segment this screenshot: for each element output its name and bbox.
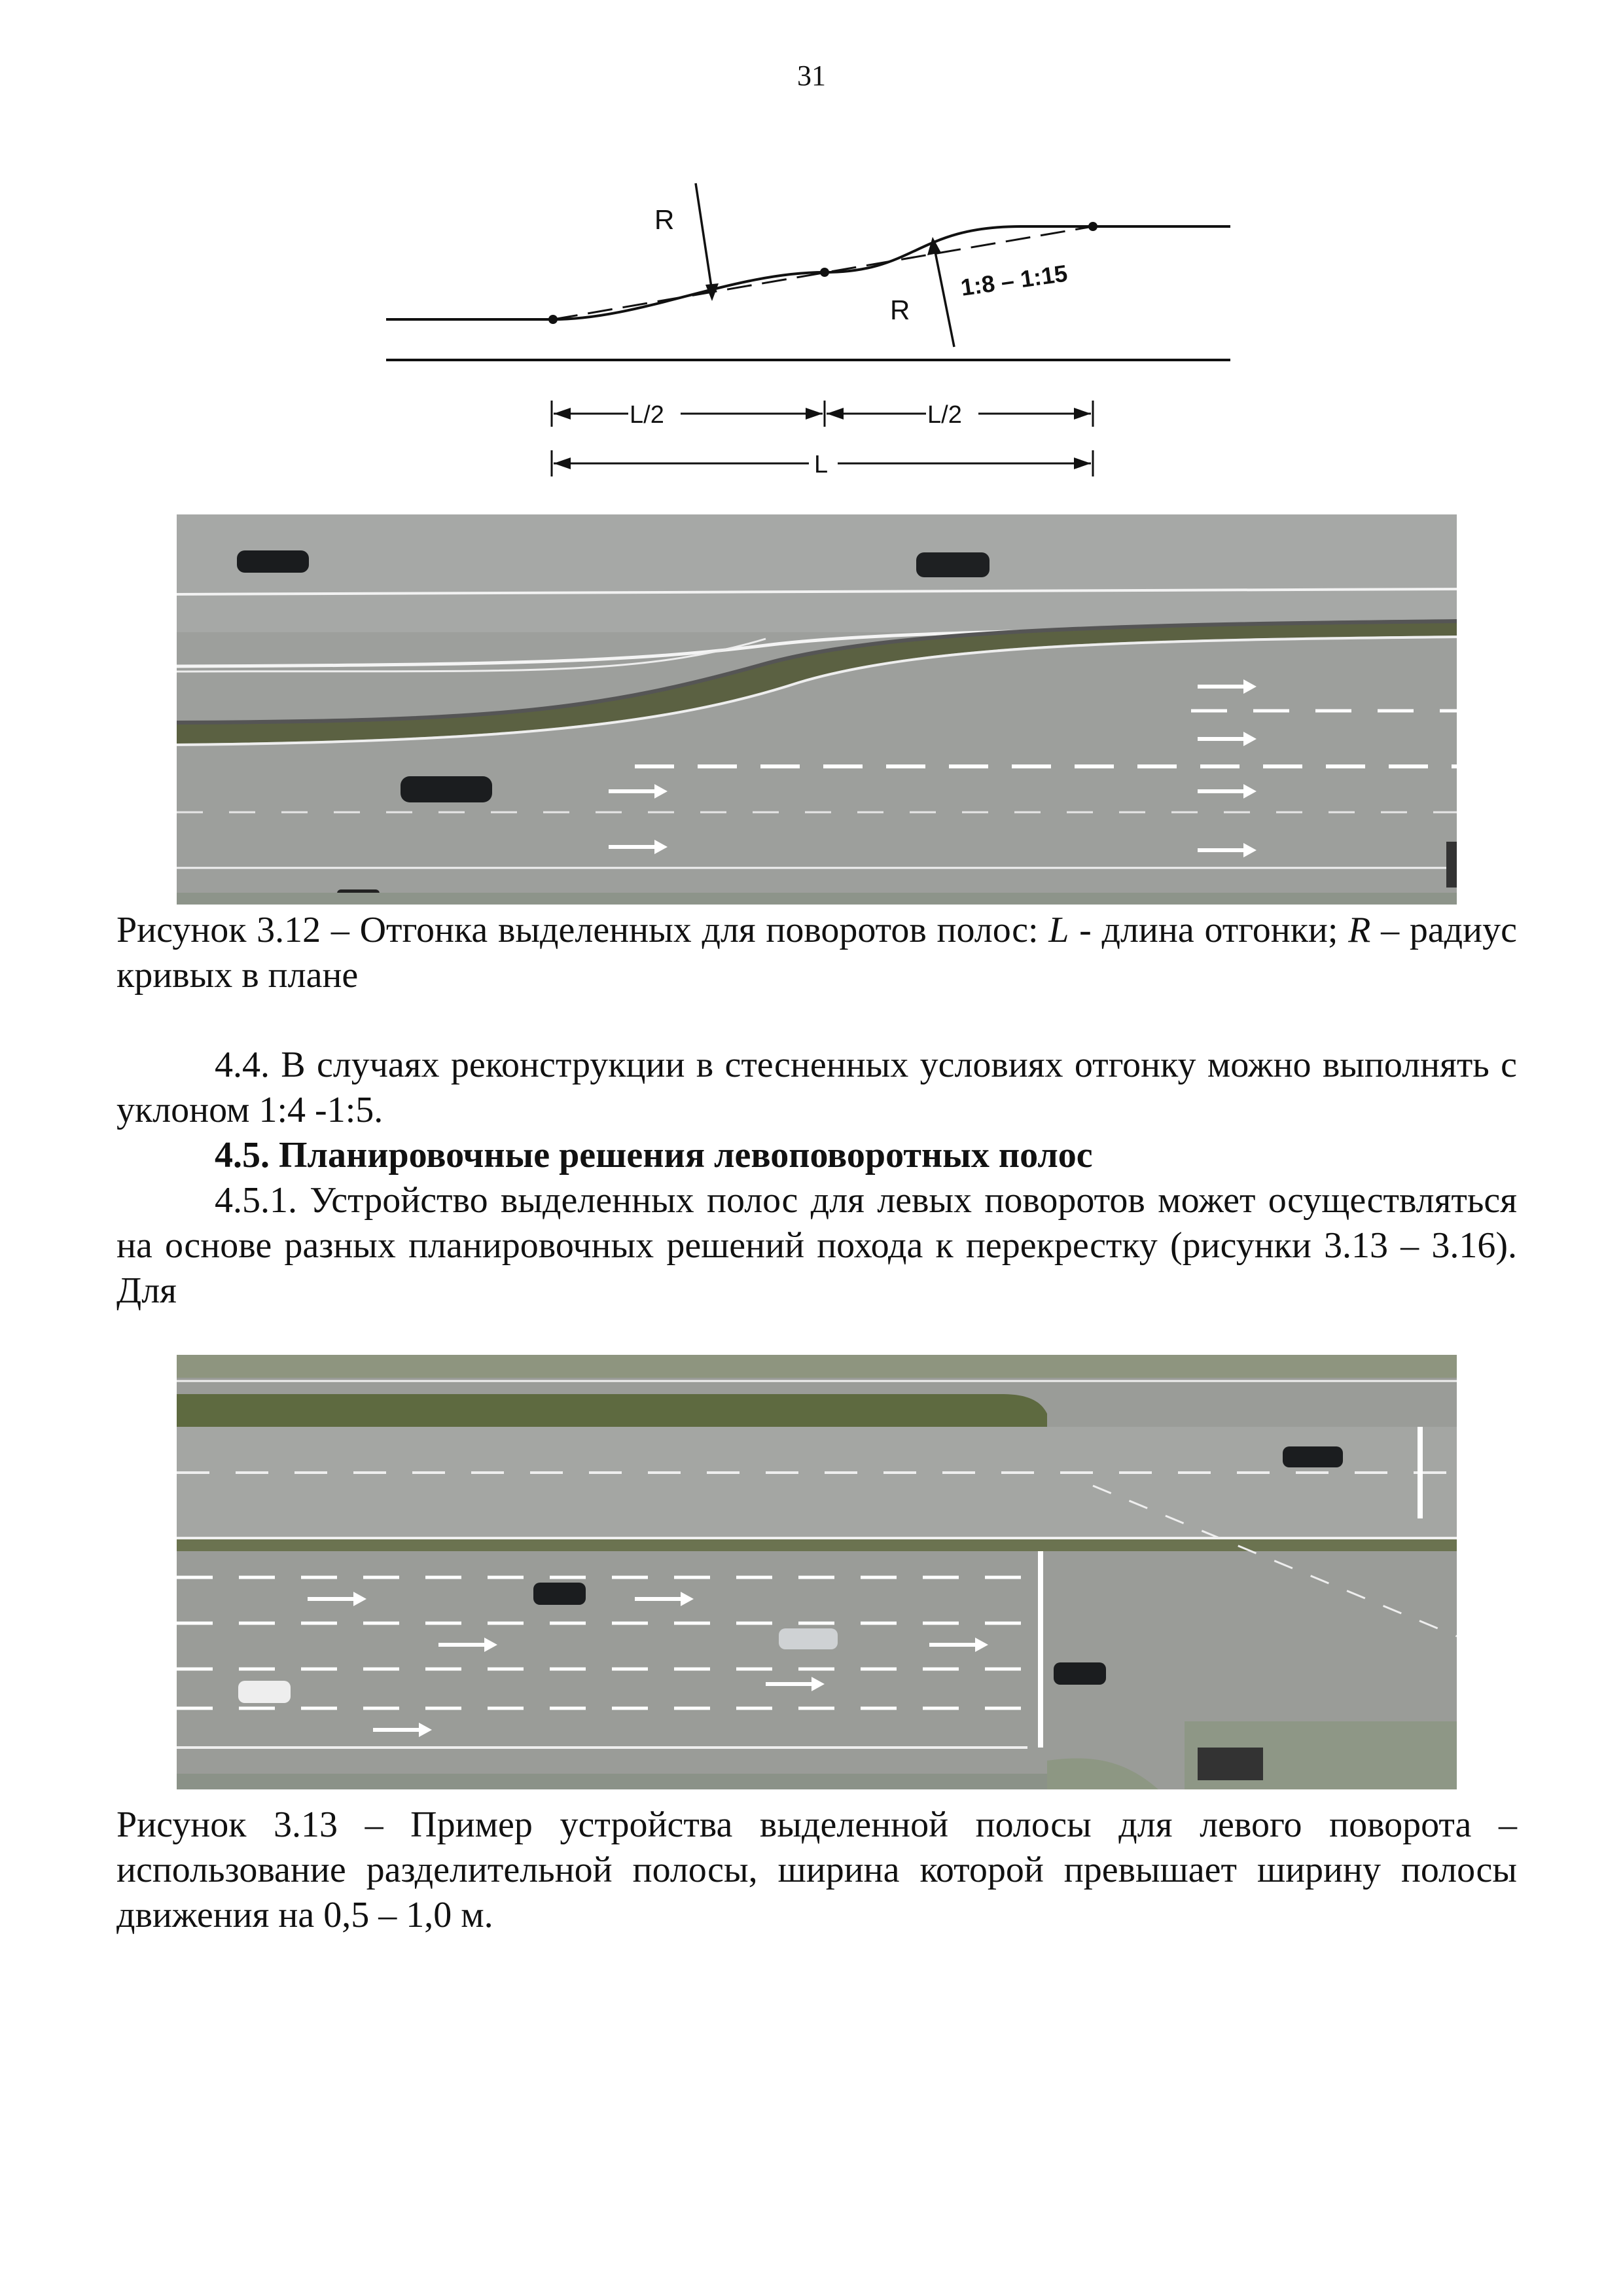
- car: [1283, 1446, 1343, 1467]
- median-strip: [177, 1539, 1457, 1551]
- aerial-photo-intersection: [177, 1355, 1457, 1789]
- car: [779, 1628, 838, 1649]
- car: [238, 1681, 291, 1703]
- taper-end-point: [1088, 222, 1097, 231]
- slope-label: 1:8 – 1:15: [959, 259, 1069, 301]
- dimension-label-half-left: L/2: [630, 401, 664, 429]
- caption-variable-R: R: [1348, 910, 1371, 950]
- figure-3-13-caption: Рисунок 3.13 – Пример устройства выделенной полосы для левого поворота – использование разделительной полосы, ширина которой превышает ширину полосы движения на 0,5 – 1,0 м.: [116, 1804, 1517, 1935]
- caption-variable-L: L: [1048, 910, 1069, 950]
- paragraph-4-4: 4.4. В случаях реконструкции в стесненных условиях отгонку можно выполнять с уклоном 1:4 -1:5.: [116, 1045, 1517, 1130]
- aerial-photo-taper: [177, 514, 1457, 905]
- lane-shift-curve: [386, 226, 1230, 319]
- car: [401, 776, 492, 802]
- caption-text: Рисунок 3.12 – Отгонка выделенных для поворотов полос:: [116, 910, 1049, 950]
- car: [916, 552, 990, 577]
- car: [237, 550, 309, 573]
- taper-start-point: [548, 315, 558, 324]
- car: [1054, 1662, 1106, 1685]
- radius-arrow-left: [696, 183, 712, 291]
- page-number: 31: [797, 60, 826, 92]
- section-heading-4-5: 4.5. Планировочные решения левоповоротных полос: [215, 1135, 1093, 1175]
- paragraph-4-5-1: 4.5.1. Устройство выделенных полос для левых поворотов может осуществляться на основе разных планировочных решений похода к перекрестку (рисунки 3.13 – 3.16). Для: [116, 1180, 1517, 1311]
- radius-arrow-right: [935, 249, 954, 347]
- car: [533, 1583, 586, 1605]
- figure-3-12-caption: [116, 908, 1517, 998]
- caption-text: - длина отгонки;: [1069, 910, 1349, 950]
- radius-label-right: R: [890, 295, 910, 325]
- taper-diagram: [366, 157, 1257, 491]
- dimension-label-total: L: [814, 451, 829, 478]
- caption-text: – радиус кривых в плане: [116, 910, 1517, 996]
- dimension-label-half-right: L/2: [927, 401, 962, 429]
- taper-mid-point: [820, 268, 829, 277]
- radius-label-left: R: [654, 204, 675, 235]
